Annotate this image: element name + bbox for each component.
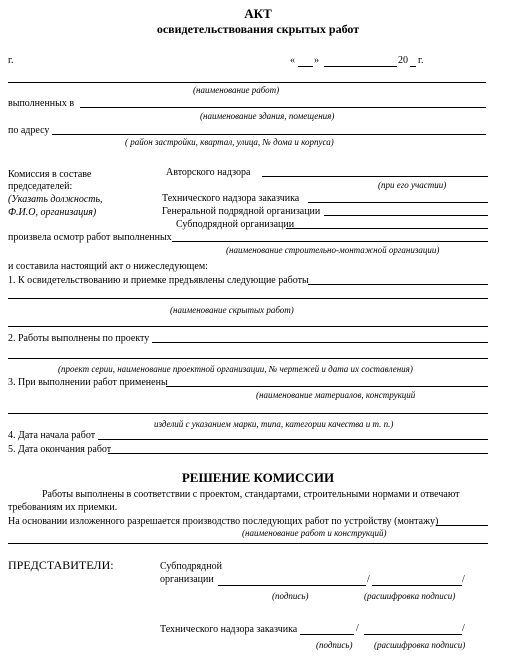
document-subtitle: освидетельствования скрытых работ [156,22,360,36]
contractor-org-hint: (наименование строительно-монтажной организации) [226,245,440,255]
tech-decode-field[interactable] [364,634,462,635]
sub-slash-1: / [367,574,370,585]
tech-slash-1: / [356,623,359,634]
decision-text-line-2: требованиям их приемки. [8,502,118,513]
tech-decode-hint: (расшифровка подписи) [374,640,466,650]
year-prefix: 20 [398,55,408,66]
general-contractor-label: Генеральной подрядной организации [162,206,321,217]
item-1-field-2[interactable] [8,298,488,299]
item-2-label: 2. Работы выполнены по проекту [8,333,150,344]
sub-slash-2: / [462,574,465,585]
document-title: АКТ [244,6,272,21]
representatives-heading: ПРЕДСТАВИТЕЛИ: [8,558,114,572]
address-field[interactable] [52,134,486,135]
tech-rep-label: Технического надзора заказчика [160,624,298,635]
month-field[interactable] [324,66,397,67]
materials-hint: (наименование материалов, конструкций [256,390,416,400]
compiled-label: и составила настоящий акт о нижеследующем: [8,261,208,272]
item-5-label: 5. Дата окончания работ [8,444,112,455]
day-field[interactable] [298,66,313,67]
author-supervision-label: Авторского надзора [166,167,251,178]
tech-signature-hint: (подпись) [316,640,353,650]
products-hint: изделий с указанием марки, типа, категории качества и т. п.) [154,419,394,429]
commission-note-1: (Указать должность, [8,194,103,205]
sub-decode-hint: (расшифровка подписи) [364,591,456,601]
permit-label: На основании изложенного разрешается производство последующих работ по устройству (монтажу) [8,516,439,527]
tech-slash-2: / [462,623,465,634]
item-3-label: 3. При выполнении работ применены [8,377,168,388]
date-open-quote: « [290,55,295,66]
building-field[interactable] [80,107,486,108]
contractor-org-field[interactable] [172,241,488,242]
commission-note-2: Ф.И.О, организация) [8,207,97,218]
sub-org-label-2: организации [160,574,214,585]
tech-supervision-label: Технического надзора заказчика [162,193,300,204]
address-hint: ( район застройки, квартал, улица, № дома и корпуса) [125,137,334,147]
author-supervision-field[interactable] [262,176,488,177]
building-hint: (наименование здания, помещения) [200,111,335,121]
project-info-hint: (проект серии, наименование проектной организации, № чертежей и дата их составления) [58,364,413,374]
commission-label-2: председателей: [8,181,73,192]
tech-supervision-field[interactable] [308,202,488,203]
year-field[interactable] [410,66,416,67]
sub-signature-field[interactable] [218,585,366,586]
item-1-field-3[interactable] [8,326,488,327]
permit-field[interactable] [436,525,488,526]
subcontractor-field[interactable] [286,228,488,229]
item-2-field[interactable] [152,342,488,343]
start-date-field[interactable] [98,439,488,440]
item-2-field-2[interactable] [8,358,488,359]
end-date-field[interactable] [108,453,488,454]
commission-label-1: Комиссия в составе [8,169,92,180]
tech-signature-field[interactable] [300,634,354,635]
hidden-works-hint: (наименование скрытых работ) [170,305,294,315]
performed-label: выполненных в [8,98,75,109]
decision-heading: РЕШЕНИЕ КОМИССИИ [181,470,335,485]
decision-text-line-1: Работы выполнены в соответствии с проектом, стандартами, строительными нормами и отвечают [42,489,460,500]
address-label: по адресу [8,125,50,136]
sub-org-label-1: Субподрядной [160,561,222,572]
subcontractor-label: Субподрядной организации [176,219,295,230]
work-name-field[interactable] [8,82,486,83]
sub-signature-hint: (подпись) [272,591,309,601]
item-4-label: 4. Дата начала работ [8,430,96,441]
permitted-works-hint: (наименование работ и конструкций) [242,528,387,538]
work-name-hint: (наименование работ) [193,85,280,95]
when-present-hint: (при его участии) [378,180,447,190]
item-1-field[interactable] [308,284,488,285]
general-contractor-field[interactable] [324,215,488,216]
date-close-quote: » [314,55,319,66]
item-3-field-2[interactable] [8,413,488,414]
permit-field-2[interactable] [8,543,488,544]
year-suffix: г. [418,55,424,66]
sub-decode-field[interactable] [372,585,462,586]
inspected-label: произвела осмотр работ выполненных [8,232,172,243]
city-label: г. [8,55,14,66]
item-1-label: 1. К освидетельствованию и приемке предъявлены следующие работы [8,275,309,286]
item-3-field[interactable] [166,386,488,387]
